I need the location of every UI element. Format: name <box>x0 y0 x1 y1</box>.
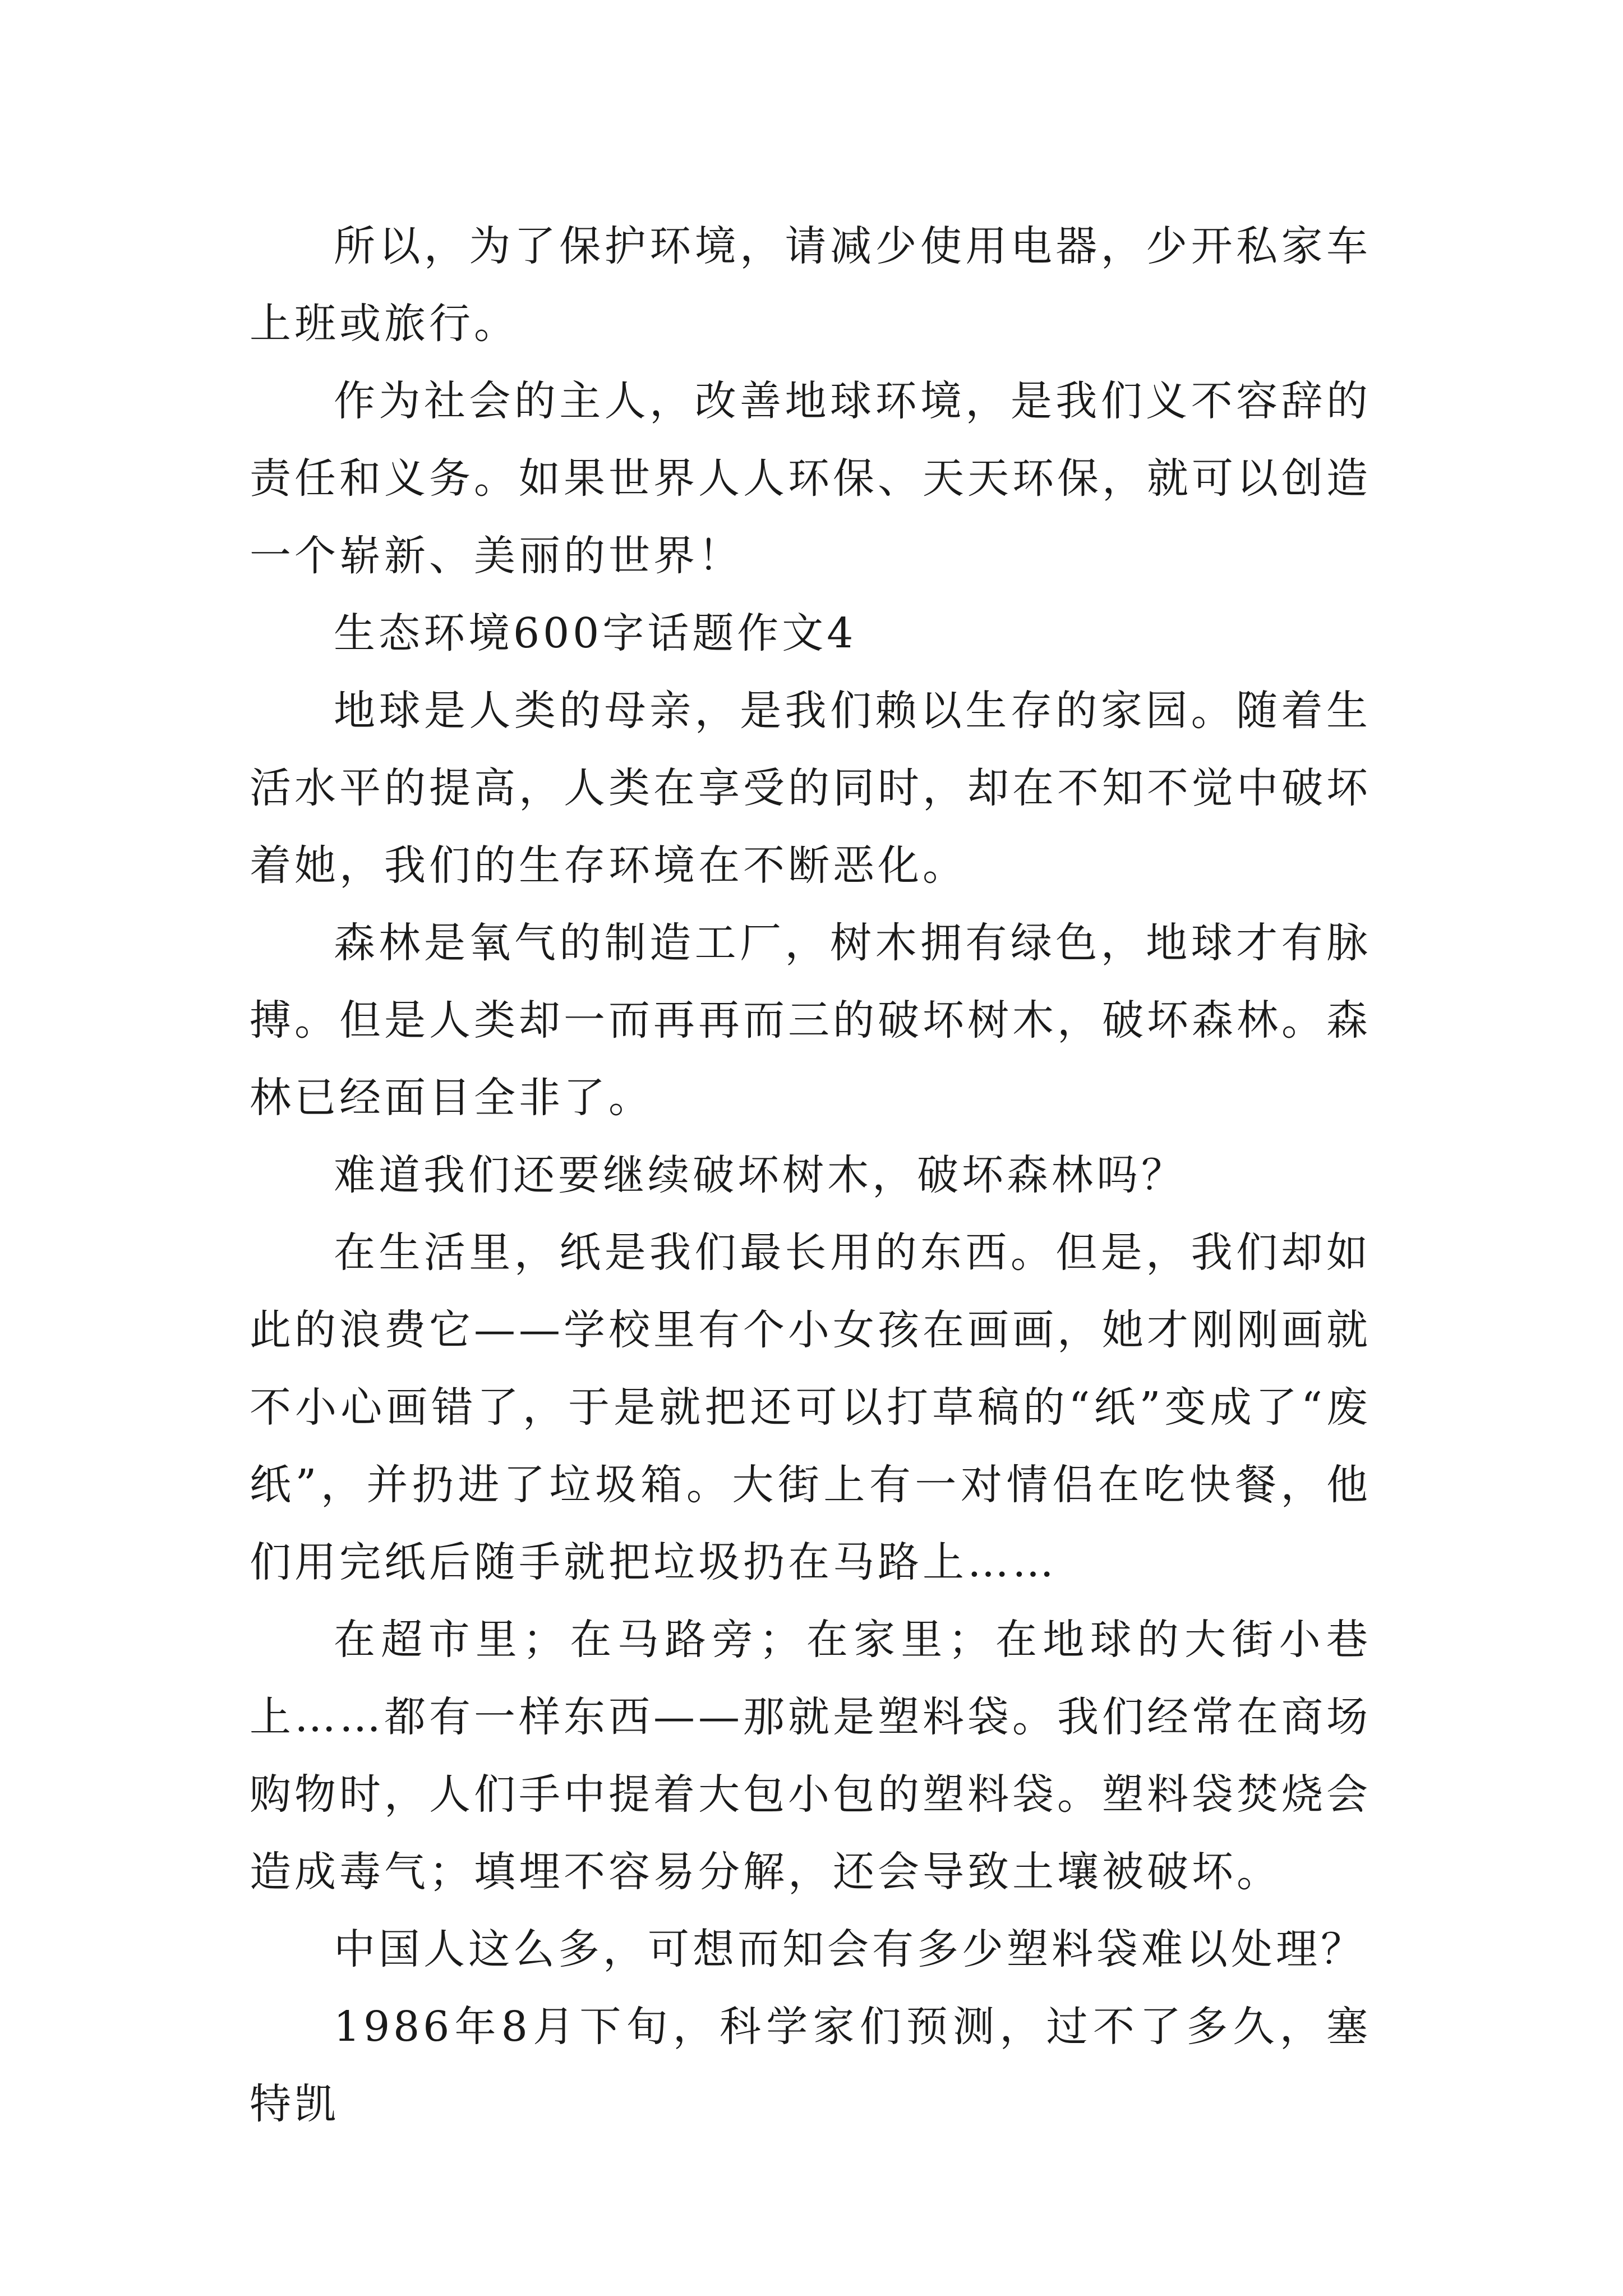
paragraph: 森林是氧气的制造工厂，树木拥有绿色，地球才有脉搏。但是人类却一而再再而三的破坏树木，破坏森林。森林已经面目全非了。 <box>250 919 1371 1122</box>
essay-body <box>250 208 1371 2143</box>
paragraph: 地球是人类的母亲，是我们赖以生存的家园。随着生活水平的提高，人类在享受的同时，却在不知不觉中破坏着她，我们的生存环境在不断恶化。 <box>250 687 1371 890</box>
paragraph: 所以，为了保护环境，请减少使用电器，少开私家车上班或旅行。 <box>250 222 1371 348</box>
paragraph: 难道我们还要继续破坏树木，破坏森林吗？ <box>334 1151 1186 1199</box>
paragraph: 在超市里；在马路旁；在家里；在地球的大街小巷上……都有一样东西——那就是塑料袋。我们经常在商场购物时，人们手中提着大包小包的塑料袋。塑料袋焚烧会造成毒气；填埋不容易分解，还会导致土壤被破坏。 <box>250 1616 1371 1896</box>
paragraph: 1986年8月下旬，科学家们预测，过不了多久，塞特凯 <box>250 2003 1371 2128</box>
paragraph: 中国人这么多，可想而知会有多少塑料袋难以处理？ <box>334 1925 1366 1973</box>
section-heading: 生态环境600字话题作文4 <box>334 609 857 657</box>
paragraph: 在生活里，纸是我们最长用的东西。但是，我们却如此的浪费它——学校里有个小女孩在画画，她才刚刚画就不小心画错了，于是就把还可以打草稿的“纸”变成了“废纸”，并扔进了垃圾箱。大街上有一对情侣在吃快餐，他们用完纸后随手就把垃圾扔在马路上…… <box>250 1228 1371 1586</box>
paragraph: 作为社会的主人，改善地球环境，是我们义不容辞的责任和义务。如果世界人人环保、天天环保，就可以创造一个崭新、美丽的世界！ <box>250 377 1371 580</box>
